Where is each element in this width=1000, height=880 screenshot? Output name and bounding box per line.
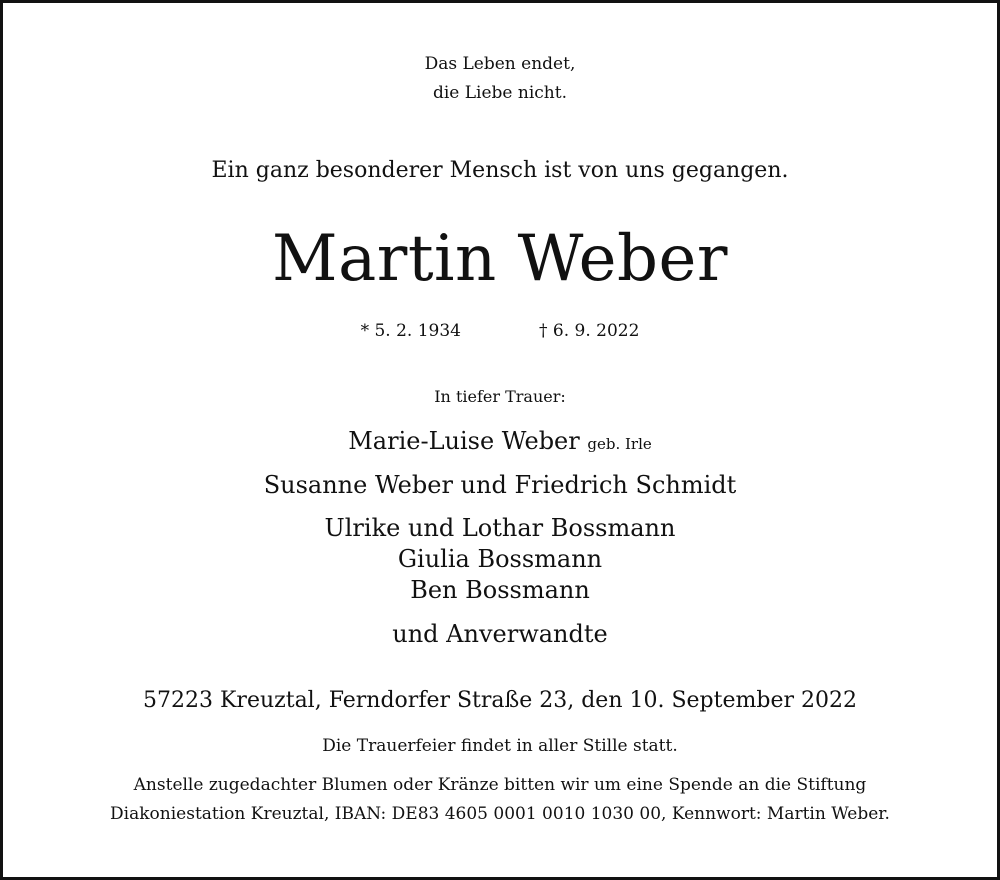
funeral-note: Die Trauerfeier findet in aller Stille statt. (322, 736, 678, 756)
mourner-line-5: Ben Bossmann (410, 576, 590, 604)
intro-text: Ein ganz besonderer Mensch ist von uns gegangen. (211, 158, 789, 183)
widow-suffix: geb. Irle (587, 435, 652, 453)
motto-line-1: Das Leben endet, (424, 54, 576, 74)
birth-date: * 5. 2. 1934 (360, 321, 461, 341)
mourner-line-2: Susanne Weber und Friedrich Schmidt (263, 471, 737, 499)
mourner-line-4: Giulia Bossmann (397, 545, 603, 573)
mourner-widow (0, 427, 1000, 455)
mourning-heading: In tiefer Trauer: (434, 387, 566, 406)
address-date-line: 57223 Kreuztal, Ferndorfer Straße 23, den 10. September 2022 (143, 688, 857, 713)
deceased-name: Martin Weber (272, 222, 728, 296)
donation-line-2: Diakoniestation Kreuztal, IBAN: DE83 4605 0001 0010 1030 00, Kennwort: Martin Weber. (110, 804, 890, 824)
donation-line-1: Anstelle zugedachter Blumen oder Kränze bitten wir um eine Spende an die Stiftung (133, 775, 867, 795)
motto-line-2: die Liebe nicht. (432, 83, 567, 103)
life-dates (0, 321, 1000, 341)
widow-name: Marie-Luise Weber (348, 427, 580, 455)
mourner-relatives: und Anverwandte (392, 620, 608, 648)
death-date: † 6. 9. 2022 (539, 321, 640, 341)
mourner-line-3: Ulrike und Lothar Bossmann (324, 514, 676, 542)
